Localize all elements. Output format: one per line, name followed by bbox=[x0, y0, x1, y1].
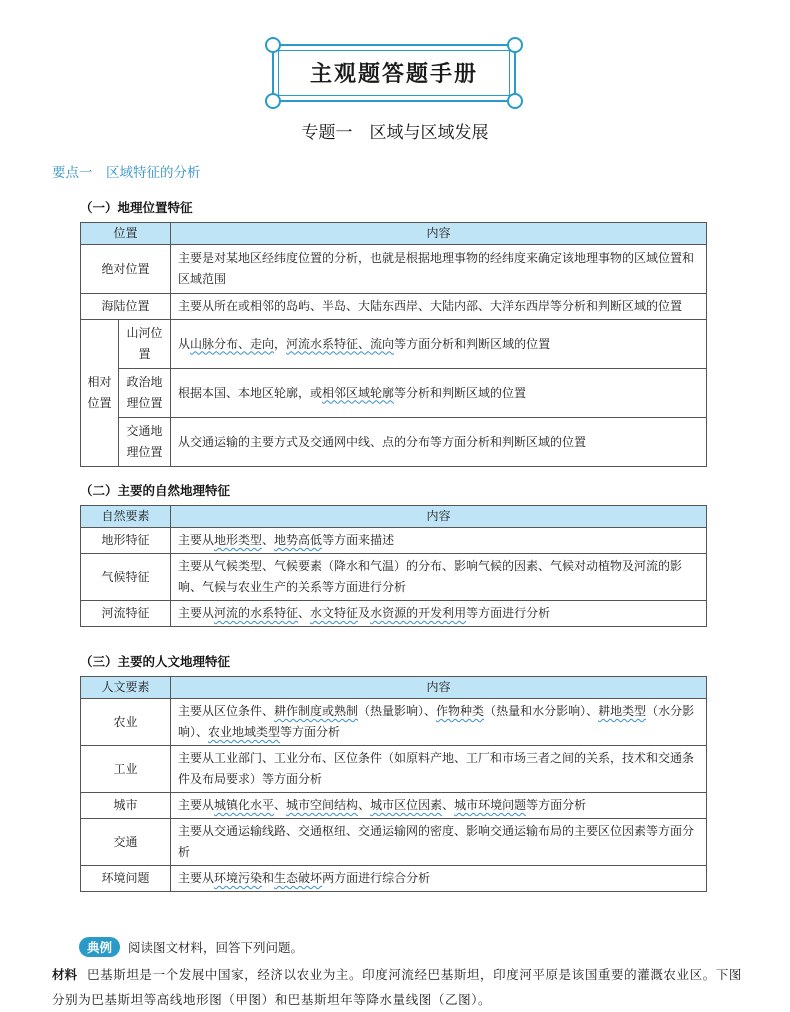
key-point-heading: 要点一 区域特征的分析 bbox=[52, 165, 201, 181]
row-label: 山河位置 bbox=[119, 320, 171, 369]
row-label: 农业 bbox=[81, 699, 171, 746]
row-label: 城市 bbox=[81, 793, 171, 819]
column-header: 人文要素 bbox=[81, 677, 171, 699]
material-label: 材料 bbox=[52, 967, 78, 982]
row-content: 主要从城镇化水平、城市空间结构、城市区位因素、城市环境问题等方面分析 bbox=[171, 793, 707, 819]
section-heading-natural: （二）主要的自然地理特征 bbox=[80, 483, 231, 498]
row-content: 从山脉分布、走向，河流水系特征、流向等方面分析和判断区域的位置 bbox=[171, 320, 707, 369]
row-content: 主要从河流的水系特征、水文特征及水资源的开发利用等方面进行分析 bbox=[171, 601, 707, 627]
row-label: 气候特征 bbox=[81, 554, 171, 601]
example-prompt: 阅读图文材料，回答下列问题。 bbox=[128, 940, 304, 955]
material-text: 巴基斯坦是一个发展中国家，经济以农业为主。印度河流经巴基斯坦，印度河平原是该国重要的灌溉农业区。下图分别为巴基斯坦等高线地形图（甲图）和巴基斯坦年等降水量线图（乙图）。 bbox=[52, 967, 743, 1007]
row-content: 主要从气候类型、气候要素（降水和气温）的分布、影响气候的因素、气候对动植物及河流的影响、气候与农业生产的关系等方面进行分析 bbox=[171, 554, 707, 601]
topic-subtitle: 专题一 区域与区域发展 bbox=[301, 123, 489, 143]
column-header: 自然要素 bbox=[81, 506, 171, 528]
row-label: 地形特征 bbox=[81, 528, 171, 554]
table-row bbox=[81, 245, 707, 294]
table-header-row bbox=[81, 506, 707, 528]
table-row bbox=[81, 554, 707, 601]
table-row bbox=[81, 746, 707, 793]
material-paragraph bbox=[52, 962, 752, 1012]
table-row bbox=[81, 819, 707, 866]
section-heading-location: （一）地理位置特征 bbox=[80, 200, 193, 215]
row-label: 环境问题 bbox=[81, 866, 171, 892]
table-row bbox=[81, 294, 707, 320]
table-header-row bbox=[81, 223, 707, 245]
group-label: 相对位置 bbox=[81, 320, 119, 467]
column-header: 内容 bbox=[171, 223, 707, 245]
corner-ornament bbox=[507, 37, 523, 53]
corner-ornament bbox=[265, 93, 281, 109]
table-row bbox=[81, 793, 707, 819]
table-row bbox=[81, 320, 707, 369]
title-frame bbox=[272, 44, 516, 102]
row-content: 从交通运输的主要方式及交通网中线、点的分布等方面分析和判断区域的位置 bbox=[171, 418, 707, 467]
section-heading-human: （三）主要的人文地理特征 bbox=[80, 654, 231, 669]
row-label: 交通 bbox=[81, 819, 171, 866]
table-row bbox=[81, 528, 707, 554]
row-content: 主要从地形类型、地势高低等方面来描述 bbox=[171, 528, 707, 554]
example-badge: 典例 bbox=[79, 937, 120, 957]
row-label: 绝对位置 bbox=[81, 245, 171, 294]
example-line bbox=[79, 937, 303, 957]
corner-ornament bbox=[507, 93, 523, 109]
row-label: 政治地理位置 bbox=[119, 369, 171, 418]
row-content: 主要从所在或相邻的岛屿、半岛、大陆东西岸、大陆内部、大洋东西岸等分析和判断区域的位置 bbox=[171, 294, 707, 320]
natural-table bbox=[80, 505, 707, 627]
column-header: 位置 bbox=[81, 223, 171, 245]
table-row bbox=[81, 369, 707, 418]
row-content: 主要从工业部门、工业分布、区位条件（如原料产地、工厂和市场三者之间的关系，技术和交通条件及布局要求）等方面分析 bbox=[171, 746, 707, 793]
row-label: 河流特征 bbox=[81, 601, 171, 627]
row-content: 主要是对某地区经纬度位置的分析，也就是根据地理事物的经纬度来确定该地理事物的区域位置和区域范围 bbox=[171, 245, 707, 294]
row-content: 根据本国、本地区轮廓，或相邻区域轮廓等分析和判断区域的位置 bbox=[171, 369, 707, 418]
row-content: 主要从交通运输线路、交通枢纽、交通运输网的密度、影响交通运输布局的主要区位因素等方面分析 bbox=[171, 819, 707, 866]
column-header: 内容 bbox=[171, 506, 707, 528]
row-label: 工业 bbox=[81, 746, 171, 793]
table-row bbox=[81, 601, 707, 627]
page-title: 主观题答题手册 bbox=[309, 62, 478, 87]
human-table bbox=[80, 676, 707, 892]
table-header-row bbox=[81, 677, 707, 699]
corner-ornament bbox=[265, 37, 281, 53]
row-content: 主要从环境污染和生态破坏两方面进行综合分析 bbox=[171, 866, 707, 892]
row-label: 海陆位置 bbox=[81, 294, 171, 320]
table-row bbox=[81, 866, 707, 892]
table-row bbox=[81, 699, 707, 746]
location-table bbox=[80, 222, 707, 467]
table-row bbox=[81, 418, 707, 467]
row-content: 主要从区位条件、耕作制度或熟制（热量影响）、作物种类（热量和水分影响）、耕地类型（水分影响）、农业地域类型等方面分析 bbox=[171, 699, 707, 746]
row-label: 交通地理位置 bbox=[119, 418, 171, 467]
column-header: 内容 bbox=[171, 677, 707, 699]
